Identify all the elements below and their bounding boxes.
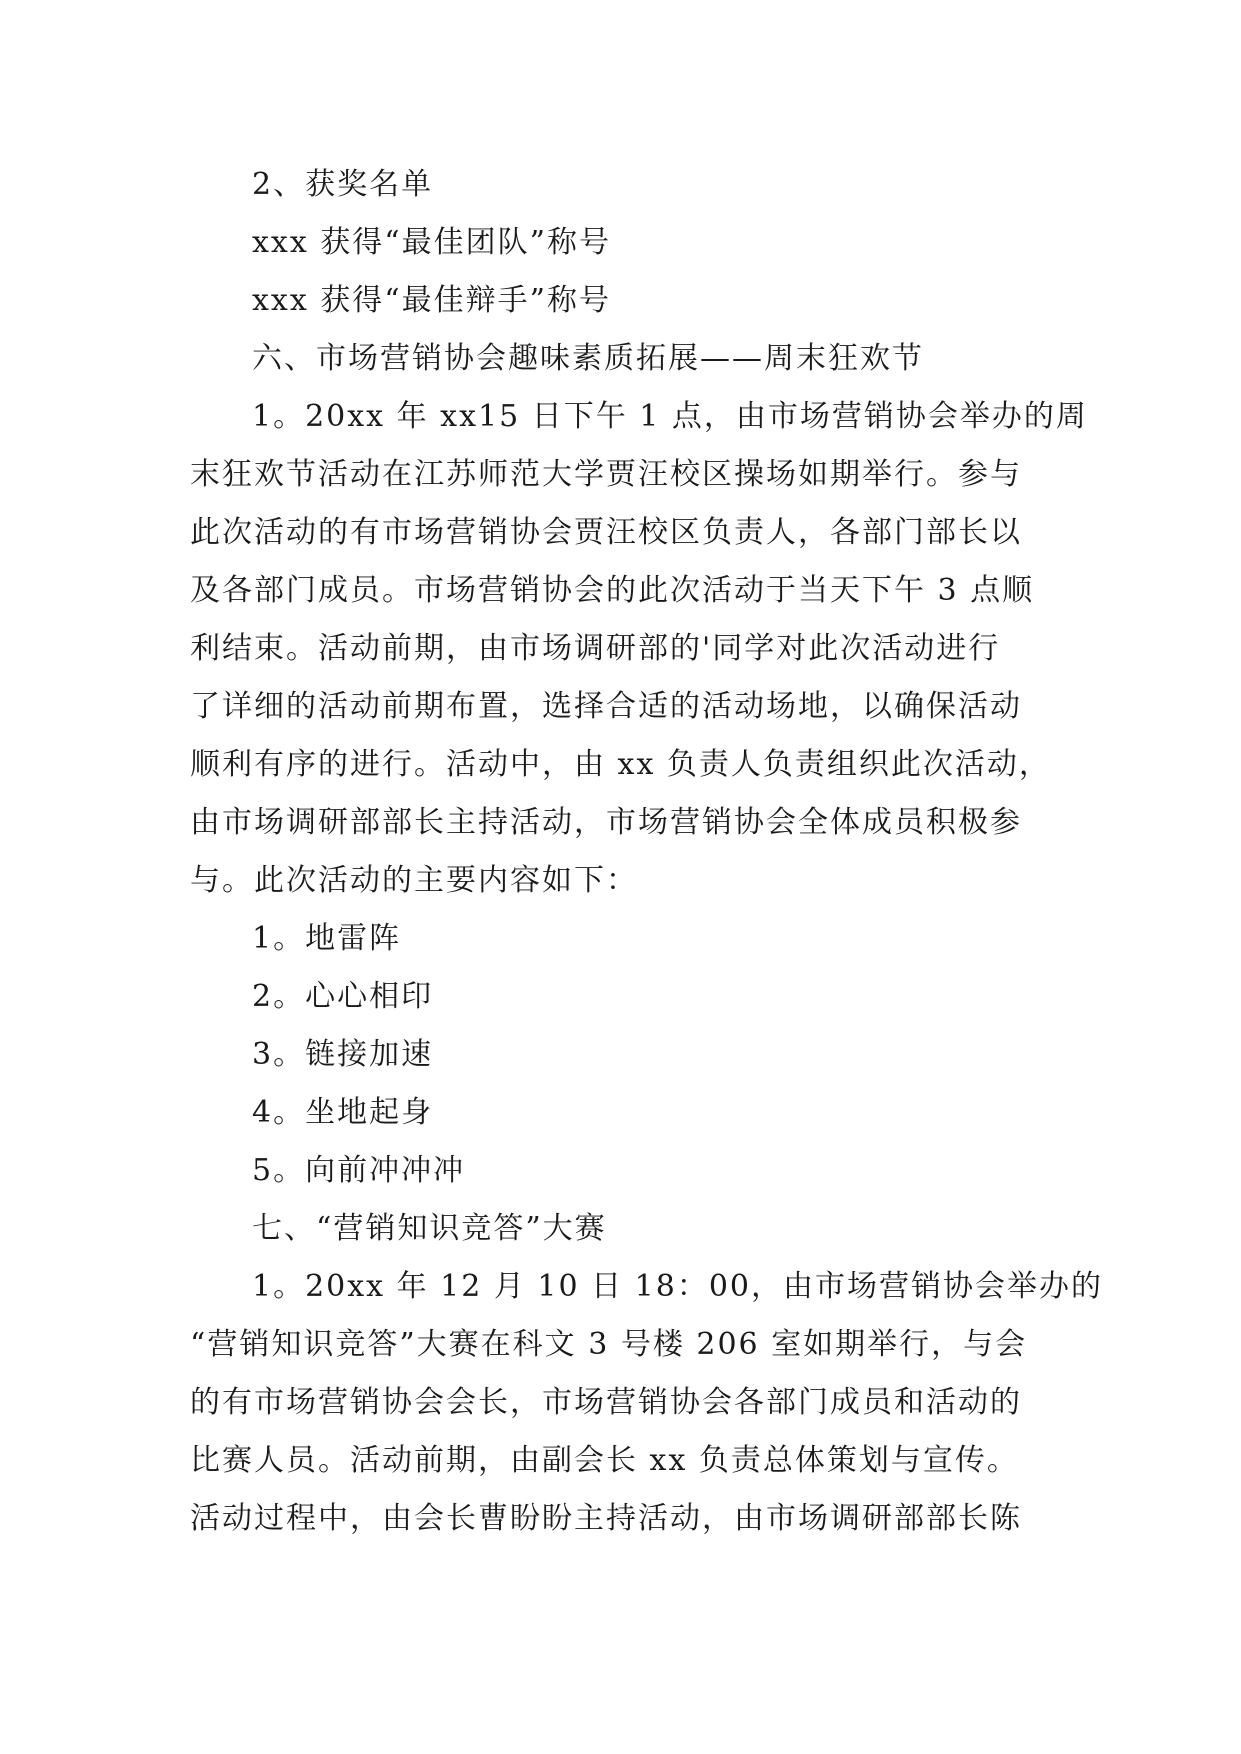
paragraph-line: 由市场调研部部长主持活动，市场营销协会全体成员积极参 [190, 805, 1022, 840]
paragraph-line: 活动过程中，由会长曹盼盼主持活动，由市场调研部部长陈 [190, 1501, 1022, 1536]
paragraph-line: 此次活动的有市场营销协会贾汪校区负责人，各部门部长以 [190, 515, 1022, 550]
list-item: 5。向前冲冲冲 [252, 1153, 466, 1188]
paragraph-line: 的有市场营销协会会长，市场营销协会各部门成员和活动的 [190, 1385, 1022, 1420]
paragraph-line: 末狂欢节活动在江苏师范大学贾汪校区操场如期举行。参与 [190, 457, 1022, 492]
paragraph-line: “营销知识竞答”大赛在科文 3 号楼 206 室如期举行，与会 [190, 1327, 1028, 1362]
paragraph-line: 与。此次活动的主要内容如下： [190, 863, 638, 898]
section-heading-six: 六、市场营销协会趣味素质拓展——周末狂欢节 [252, 341, 924, 376]
award-line-best-debater: xxx 获得“最佳辩手”称号 [252, 283, 611, 318]
list-item: 3。链接加速 [252, 1037, 434, 1072]
paragraph-line: 了详细的活动前期布置，选择合适的活动场地，以确保活动 [190, 689, 1022, 724]
paragraph-line: 比赛人员。活动前期，由副会长 xx 负责总体策划与宣传。 [190, 1443, 1019, 1478]
list-item: 4。坐地起身 [252, 1095, 434, 1130]
list-item: 2。心心相印 [252, 979, 434, 1014]
list-heading-award-list: 2、获奖名单 [252, 167, 434, 202]
section-heading-seven: 七、“营销知识竞答”大赛 [252, 1211, 607, 1246]
list-item: 1。地雷阵 [252, 921, 402, 956]
paragraph-line: 1。20xx 年 xx15 日下午 1 点，由市场营销协会举办的周 [252, 399, 1088, 434]
paragraph-line: 顺利有序的进行。活动中，由 xx 负责人负责组织此次活动， [190, 747, 1051, 782]
document-body [190, 156, 1104, 1548]
paragraph-line: 利结束。活动前期，由市场调研部的'同学对此次活动进行 [190, 631, 1001, 666]
paragraph-line: 1。20xx 年 12 月 10 日 18：00，由市场营销协会举办的 [252, 1269, 1104, 1304]
paragraph-line: 及各部门成员。市场营销协会的此次活动于当天下午 3 点顺 [190, 573, 1035, 608]
award-line-best-team: xxx 获得“最佳团队”称号 [252, 225, 611, 260]
